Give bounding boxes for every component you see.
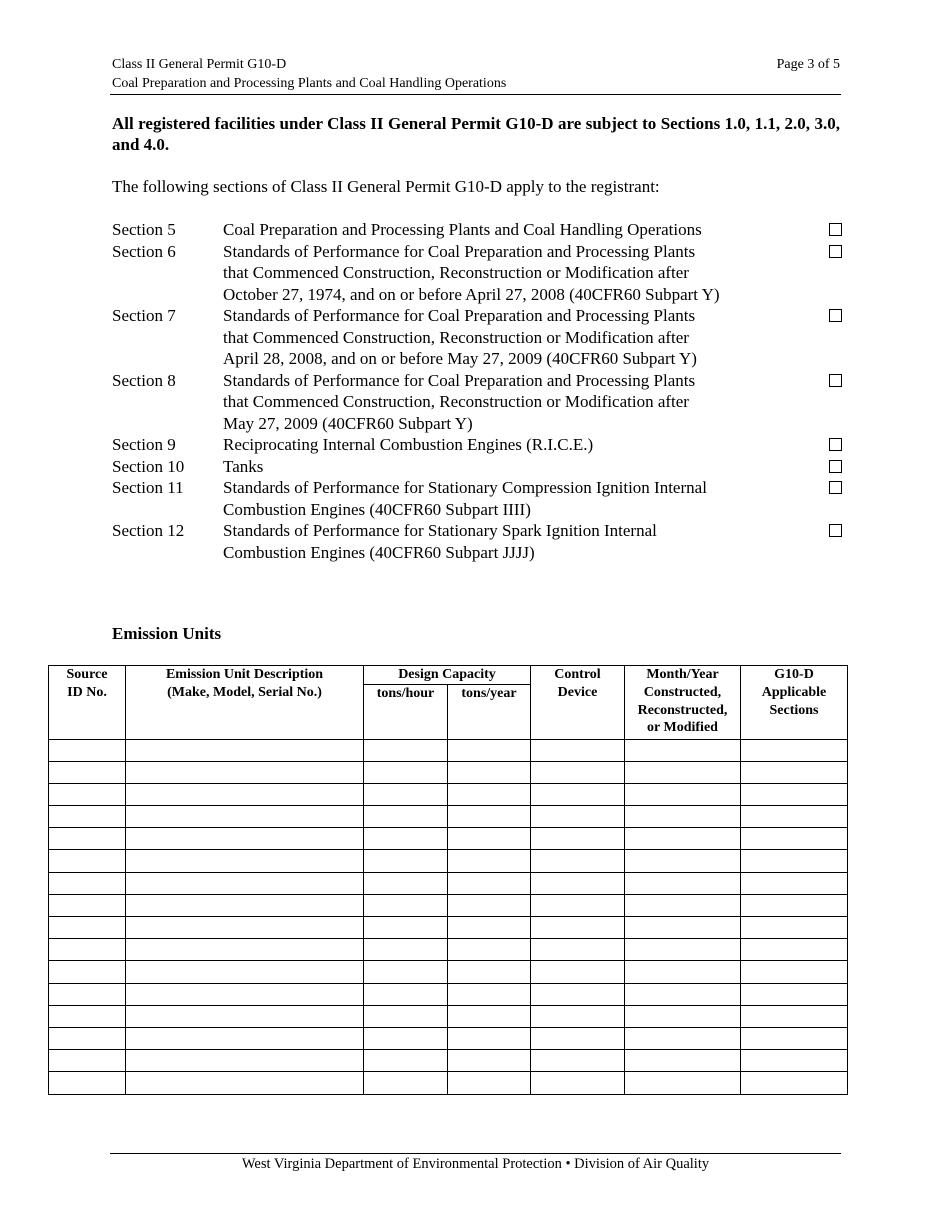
table-row	[49, 739, 848, 761]
section-description-line: that Commenced Construction, Reconstruction or Modification after	[223, 392, 689, 411]
table-cell[interactable]	[531, 1050, 625, 1072]
section-description	[223, 305, 813, 370]
table-cell[interactable]	[364, 894, 448, 916]
table-row	[49, 872, 848, 894]
header-applicable-sections: G10-D	[741, 666, 848, 685]
table-cell[interactable]	[625, 917, 741, 939]
table-cell[interactable]	[364, 1050, 448, 1072]
table-cell[interactable]	[126, 783, 364, 805]
table-cell[interactable]	[126, 1072, 364, 1094]
table-row	[49, 894, 848, 916]
table-cell[interactable]	[126, 961, 364, 983]
table-cell[interactable]	[741, 739, 848, 761]
section-description-line: Tanks	[223, 456, 264, 476]
section-checkbox[interactable]	[829, 438, 842, 451]
table-cell[interactable]	[448, 761, 531, 783]
table-cell[interactable]	[625, 1050, 741, 1072]
table-cell[interactable]	[741, 1072, 848, 1094]
section-description-line: that Commenced Construction, Reconstruction or Modification after	[223, 263, 689, 282]
table-cell[interactable]	[49, 894, 126, 916]
header-source-id: Source ID No.	[49, 666, 126, 740]
sections-list	[112, 219, 842, 563]
table-cell[interactable]	[49, 1050, 126, 1072]
table-cell[interactable]	[126, 917, 364, 939]
section-description	[223, 434, 813, 456]
section-label: Section 11	[112, 478, 184, 497]
table-cell[interactable]	[364, 872, 448, 894]
header-month-year: Month/Year	[625, 666, 741, 685]
table-cell[interactable]	[625, 761, 741, 783]
table-cell[interactable]	[49, 872, 126, 894]
table-cell[interactable]	[126, 939, 364, 961]
section-description-line: April 28, 2008, and on or before May 27, 2009 (40CFR60 Subpart Y)	[223, 349, 697, 368]
header-control-device: Control	[531, 666, 625, 685]
table-row	[49, 1027, 848, 1049]
table-cell[interactable]	[448, 939, 531, 961]
table-cell[interactable]	[448, 828, 531, 850]
section-row	[112, 219, 842, 241]
section-description-line: Coal Preparation and Processing Plants and Coal Handling Operations	[223, 220, 702, 239]
table-cell[interactable]	[531, 961, 625, 983]
section-label: Section 12	[112, 521, 185, 540]
table-cell[interactable]	[741, 917, 848, 939]
table-cell[interactable]	[126, 872, 364, 894]
section-description	[223, 520, 813, 563]
table-row	[49, 1050, 848, 1072]
section-description	[223, 241, 813, 306]
table-cell[interactable]	[741, 1005, 848, 1027]
table-cell[interactable]	[741, 894, 848, 916]
table-cell[interactable]	[49, 939, 126, 961]
table-cell[interactable]	[625, 806, 741, 828]
table-cell[interactable]	[49, 1005, 126, 1027]
table-cell[interactable]	[741, 1027, 848, 1049]
table-cell[interactable]	[531, 872, 625, 894]
table-cell[interactable]	[448, 872, 531, 894]
table-cell[interactable]	[531, 828, 625, 850]
header-applicable-sections-2: Applicable Sections	[741, 684, 848, 739]
section-row	[112, 241, 842, 306]
section-description-line: that Commenced Construction, Reconstruction or Modification after	[223, 327, 689, 347]
table-cell[interactable]	[448, 1072, 531, 1094]
table-cell[interactable]	[741, 806, 848, 828]
section-row	[112, 456, 842, 478]
table-cell[interactable]	[531, 783, 625, 805]
table-cell[interactable]	[364, 1005, 448, 1027]
table-cell[interactable]	[126, 828, 364, 850]
table-cell[interactable]	[448, 894, 531, 916]
header-tons-year: tons/year	[448, 684, 531, 739]
table-cell[interactable]	[364, 1027, 448, 1049]
table-cell[interactable]	[364, 739, 448, 761]
table-cell[interactable]	[625, 961, 741, 983]
section-label: Section 6	[112, 241, 176, 261]
table-cell[interactable]	[126, 761, 364, 783]
table-row	[49, 1005, 848, 1027]
table-cell[interactable]	[741, 983, 848, 1005]
table-cell[interactable]	[531, 983, 625, 1005]
footer-divider	[110, 1153, 841, 1154]
table-cell[interactable]	[49, 1072, 126, 1094]
section-checkbox[interactable]	[829, 245, 842, 258]
section-description-line: Standards of Performance for Stationary Spark Ignition Internal	[223, 521, 657, 540]
table-cell[interactable]	[531, 806, 625, 828]
applicability-statement: All registered facilities under Class II General Permit G10-D are subject to Sections 1.0, 1.1, 2.0, 3.0, and 4.0.	[112, 114, 840, 154]
header-divider	[110, 94, 841, 95]
table-cell[interactable]	[448, 1050, 531, 1072]
section-label: Section 10	[112, 456, 185, 476]
table-cell[interactable]	[126, 1050, 364, 1072]
table-cell[interactable]	[625, 1027, 741, 1049]
table-cell[interactable]	[531, 894, 625, 916]
table-cell[interactable]	[448, 961, 531, 983]
table-cell[interactable]	[531, 1072, 625, 1094]
table-cell[interactable]	[741, 761, 848, 783]
table-cell[interactable]	[625, 983, 741, 1005]
table-cell[interactable]	[625, 894, 741, 916]
section-description-line: Standards of Performance for Coal Preparation and Processing Plants	[223, 370, 696, 390]
table-cell[interactable]	[531, 739, 625, 761]
table-cell[interactable]	[741, 961, 848, 983]
table-cell[interactable]	[49, 739, 126, 761]
section-description-line: May 27, 2009 (40CFR60 Subpart Y)	[223, 413, 473, 433]
table-cell[interactable]	[531, 1027, 625, 1049]
table-cell[interactable]	[49, 761, 126, 783]
table-cell[interactable]	[448, 783, 531, 805]
table-cell[interactable]	[741, 850, 848, 872]
section-row	[112, 520, 842, 563]
section-row	[112, 434, 842, 456]
table-cell[interactable]	[364, 1072, 448, 1094]
header-description: Emission Unit Description (Make, Model, Serial No.)	[126, 666, 364, 740]
table-cell[interactable]	[741, 828, 848, 850]
table-cell[interactable]	[49, 783, 126, 805]
section-description-line: Standards of Performance for Coal Preparation and Processing Plants	[223, 306, 696, 325]
table-cell[interactable]	[364, 806, 448, 828]
section-checkbox[interactable]	[829, 481, 842, 494]
emission-units-table	[48, 665, 848, 1095]
section-checkbox[interactable]	[829, 374, 842, 387]
table-cell[interactable]	[364, 850, 448, 872]
table-cell[interactable]	[364, 828, 448, 850]
table-cell[interactable]	[126, 1005, 364, 1027]
section-row	[112, 305, 842, 370]
table-cell[interactable]	[625, 1072, 741, 1094]
section-description-line: October 27, 1974, and on or before April 27, 2008 (40CFR60 Subpart Y)	[223, 284, 720, 304]
section-label: Section 5	[112, 220, 176, 239]
table-cell[interactable]	[364, 961, 448, 983]
permit-name: Class II General Permit G10-D	[112, 57, 287, 72]
section-checkbox[interactable]	[829, 309, 842, 322]
section-checkbox[interactable]	[829, 524, 842, 537]
table-row	[49, 828, 848, 850]
table-cell[interactable]	[126, 806, 364, 828]
section-label: Section 9	[112, 435, 176, 454]
table-cell[interactable]	[364, 917, 448, 939]
table-cell[interactable]	[126, 1027, 364, 1049]
table-row	[49, 850, 848, 872]
section-checkbox[interactable]	[829, 223, 842, 236]
table-cell[interactable]	[531, 850, 625, 872]
table-cell[interactable]	[448, 917, 531, 939]
table-row	[49, 917, 848, 939]
header-design-capacity: Design Capacity	[364, 666, 531, 685]
table-row	[49, 1072, 848, 1094]
table-cell[interactable]	[49, 850, 126, 872]
section-description-line: Combustion Engines (40CFR60 Subpart IIII)	[223, 499, 531, 519]
table-cell[interactable]	[625, 828, 741, 850]
table-cell[interactable]	[126, 850, 364, 872]
section-description-line: Standards of Performance for Stationary Compression Ignition Internal	[223, 478, 707, 497]
table-cell[interactable]	[49, 983, 126, 1005]
table-cell[interactable]	[126, 983, 364, 1005]
header-control-device-2: Device	[531, 684, 625, 739]
section-description-line: Standards of Performance for Coal Preparation and Processing Plants	[223, 241, 696, 261]
header-month-year-2: Constructed, Reconstructed, or Modified	[625, 684, 741, 739]
table-row	[49, 806, 848, 828]
table-cell[interactable]	[625, 739, 741, 761]
section-description-line: Reciprocating Internal Combustion Engines (R.I.C.E.)	[223, 435, 594, 454]
table-cell[interactable]	[448, 983, 531, 1005]
table-cell[interactable]	[364, 983, 448, 1005]
section-label: Section 7	[112, 306, 176, 325]
table-cell[interactable]	[448, 739, 531, 761]
table-cell[interactable]	[49, 1027, 126, 1049]
table-cell[interactable]	[531, 939, 625, 961]
table-cell[interactable]	[625, 850, 741, 872]
section-description	[223, 370, 813, 435]
table-cell[interactable]	[364, 761, 448, 783]
page-footer: West Virginia Department of Environmental Protection • Division of Air Quality	[241, 1156, 710, 1172]
section-description	[223, 219, 813, 241]
table-cell[interactable]	[625, 939, 741, 961]
table-cell[interactable]	[364, 939, 448, 961]
page-number: Page 3 of 5	[776, 57, 840, 72]
table-row	[49, 761, 848, 783]
section-description	[223, 456, 813, 478]
table-cell[interactable]	[741, 783, 848, 805]
intro-text: The following sections of Class II General Permit G10-D apply to the registrant:	[112, 177, 660, 196]
section-description	[223, 477, 813, 520]
table-cell[interactable]	[448, 850, 531, 872]
table-cell[interactable]	[741, 872, 848, 894]
table-cell[interactable]	[741, 939, 848, 961]
table-cell[interactable]	[49, 917, 126, 939]
table-cell[interactable]	[448, 806, 531, 828]
table-cell[interactable]	[448, 1005, 531, 1027]
table-row	[49, 939, 848, 961]
table-row	[49, 961, 848, 983]
table-cell[interactable]	[49, 806, 126, 828]
table-cell[interactable]	[625, 872, 741, 894]
section-row	[112, 477, 842, 520]
table-cell[interactable]	[364, 783, 448, 805]
section-description-line: Combustion Engines (40CFR60 Subpart JJJJ)	[223, 542, 535, 562]
section-checkbox[interactable]	[829, 460, 842, 473]
table-cell[interactable]	[625, 1005, 741, 1027]
table-cell[interactable]	[531, 917, 625, 939]
table-cell[interactable]	[531, 1005, 625, 1027]
table-cell[interactable]	[741, 1050, 848, 1072]
table-cell[interactable]	[49, 828, 126, 850]
section-row	[112, 370, 842, 435]
permit-subtitle: Coal Preparation and Processing Plants and Coal Handling Operations	[112, 76, 507, 91]
page-header	[112, 55, 840, 93]
table-cell[interactable]	[126, 894, 364, 916]
section-label: Section 8	[112, 370, 176, 390]
emission-units-title: Emission Units	[112, 624, 222, 643]
table-cell[interactable]	[448, 1027, 531, 1049]
table-cell[interactable]	[126, 739, 364, 761]
table-cell[interactable]	[531, 761, 625, 783]
table-row	[49, 983, 848, 1005]
header-tons-hour: tons/hour	[364, 684, 448, 739]
table-row	[49, 783, 848, 805]
table-cell[interactable]	[49, 961, 126, 983]
table-cell[interactable]	[625, 783, 741, 805]
